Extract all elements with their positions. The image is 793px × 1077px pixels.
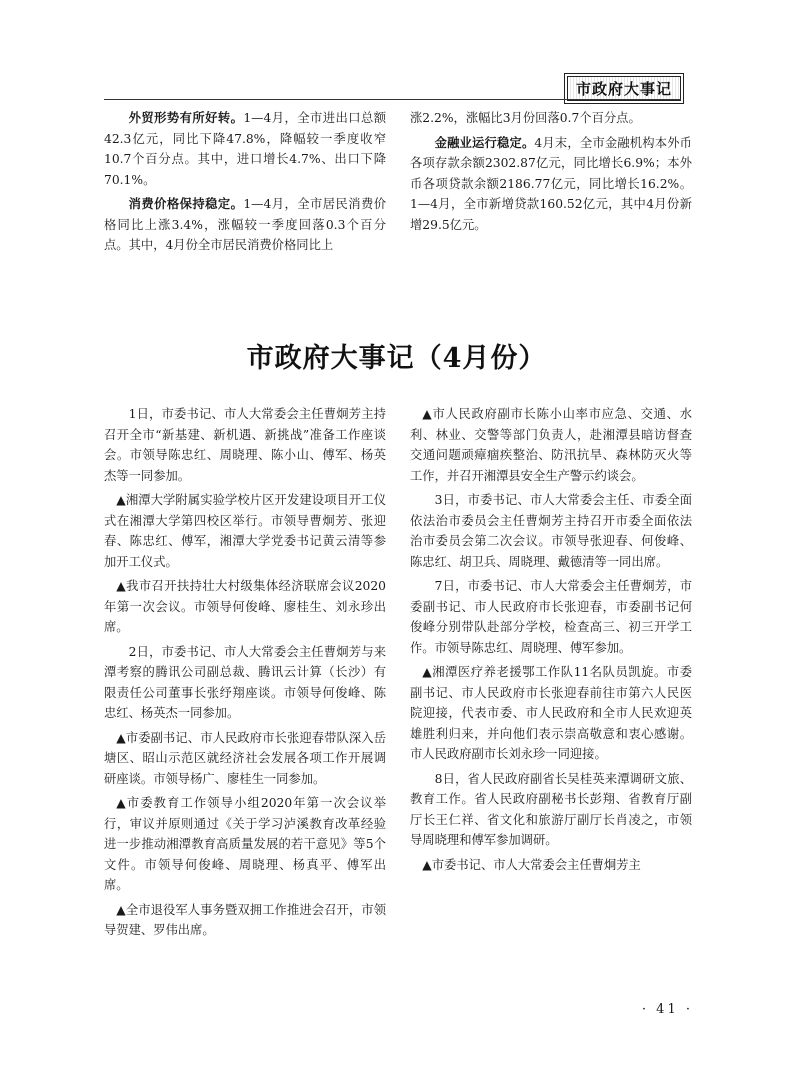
event-item: ▲市委教育工作领导小组2020年第一次会议举行，审议并原则通过《关于学习泸溪教育改革经验进一步推动湘潭教育高质量发展的若干意见》等5个文件。市领导何俊峰、周晓理、杨真平、傅军出席。: [104, 796, 386, 892]
events-left-column: [104, 404, 386, 945]
text-foreign-trade: 1—4月，全市进出口总额42.3亿元，同比下降47.8%，降幅较一季度收窄10.7个百分点。其中，进口增长4.7%、出口下降70.1%。: [104, 111, 386, 187]
event-item: ▲市委书记、市人大常委会主任曹炯芳主: [422, 857, 641, 872]
paragraph-consumer-prices: [104, 194, 386, 256]
lead-finance: 金融业运行稳定。: [434, 135, 535, 150]
event-item: ▲我市召开扶持壮大村级集体经济联席会议2020年第一次会议。市领导何俊峰、廖桂生、刘永珍出席。: [104, 579, 386, 634]
event-item: 1日，市委书记、市人大常委会主任曹炯芳主持召开全市“新基建、新机遇、新挑战”准备工作座谈会。市领导陈忠红、周晓理、陈小山、傅军、杨英杰等一同参加。: [104, 407, 386, 483]
events-right-column: [410, 404, 692, 879]
event-item: 8日，省人民政府副省长吴桂英来潭调研文旅、教育工作。省人民政府副秘书长彭翔、省教育厅副厅长王仁祥、省文化和旅游厅副厅长肖凌之，市领导周晓理和傅军参加调研。: [410, 771, 692, 847]
text-finance: 4月末，全市金融机构本外币各项存款余额2302.87亿元，同比增长6.9%；本外币各项贷款余额2186.77亿元，同比增长16.2%。1—4月，全市新增贷款160.52亿元，其中4月份新增29.5亿元。: [410, 135, 692, 232]
paragraph-price-continued: [410, 108, 692, 129]
running-header-label: 市政府大事记: [567, 76, 681, 101]
paragraph-finance: [410, 133, 692, 236]
header-rule: [104, 99, 681, 100]
economic-summary-left-column: [104, 108, 386, 260]
paragraph-foreign-trade: [104, 108, 386, 190]
event-item: ▲全市退役军人事务暨双拥工作推进会召开，市领导贺建、罗伟出席。: [104, 902, 386, 937]
text-price-continued: 涨2.2%，涨幅比3月份回落0.7个百分点。: [410, 111, 641, 125]
text-consumer-prices: 1—4月，全市居民消费价格同比上涨3.4%，涨幅较一季度回落0.3个百分点。其中，4月份全市居民消费价格同比上: [104, 197, 386, 252]
section-title: 市政府大事记（4月份）: [246, 343, 547, 374]
event-item: 2日，市委书记、市人大常委会主任曹炯芳与来潭考察的腾讯公司副总裁、腾讯云计算（长沙）有限责任公司董事长张纾翔座谈。市领导何俊峰、陈忠红、杨英杰一同参加。: [104, 644, 386, 720]
lead-consumer-prices: 消费价格保持稳定。: [128, 197, 244, 211]
event-item: 3日，市委书记、市人大常委会主任、市委全面依法治市委员会主任曹炯芳主持召开市委全面依法治市委员会第二次会议。市领导张迎春、何俊峰、陈忠红、胡卫兵、周晓理、戴德清等一同出席。: [410, 493, 692, 569]
event-item: ▲市委副书记、市人民政府市长张迎春带队深入岳塘区、昭山示范区就经济社会发展各项工作开展调研座谈。市领导杨广、廖桂生一同参加。: [104, 730, 386, 786]
page-number: · 41 ·: [641, 1002, 693, 1017]
event-item: ▲市人民政府副市长陈小山率市应急、交通、水利、林业、交警等部门负责人，赴湘潭县暗访督查交通问题顽瘴痼疾整治、防汛抗旱、森林防灭火等工作，并召开湘潭县安全生产警示约谈会。: [410, 407, 692, 483]
lead-foreign-trade: 外贸形势有所好转。: [128, 111, 244, 125]
economic-summary-right-column: [410, 108, 692, 239]
event-item: 7日，市委书记、市人大常委会主任曹炯芳，市委副书记、市人民政府市长张迎春，市委副书记何俊峰分别带队赴部分学校，检查高三、初三开学工作。市领导陈忠红、周晓理、傅军参加。: [410, 579, 692, 655]
event-item: ▲湘潭大学附属实验学校片区开发建设项目开工仪式在湘潭大学第四校区举行。市领导曹炯芳、张迎春、陈忠红、傅军，湘潭大学党委书记黄云清等参加开工仪式。: [104, 493, 386, 569]
event-item: ▲湘潭医疗养老援鄂工作队11名队员凯旋。市委副书记、市人民政府市长张迎春前往市第六人民医院迎接，代表市委、市人民政府和全市人民欢迎英雄胜利归来，并向他们表示崇高敬意和衷心感谢。市人民政府副市长刘永珍一同迎接。: [410, 665, 692, 761]
